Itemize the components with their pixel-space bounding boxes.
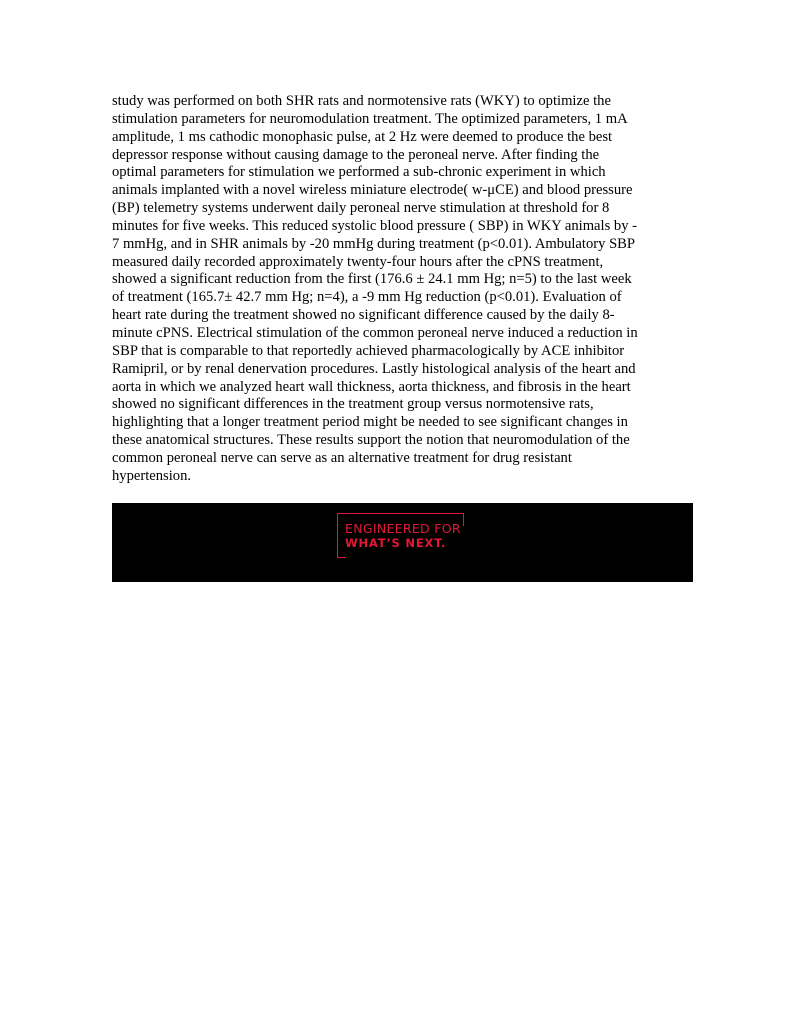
paragraph-line: showed no significant differences in the treatment group versus normotensive rats, [112,396,594,413]
paragraph-line: Ramipril, or by renal denervation procedures. Lastly histological analysis of the heart and [112,360,636,377]
paragraph-line: these anatomical structures. These results support the notion that neuromodulation of the [112,432,630,449]
logo-text-line1: ENGINEERED FOR [345,521,461,536]
paragraph-line: SBP that is comparable to that reportedly achieved pharmacologically by ACE inhibitor [112,342,625,359]
paragraph-line: amplitude, 1 ms cathodic monophasic pulse, at 2 Hz were deemed to produce the best [112,128,613,145]
paragraph-line: optimal parameters for stimulation we performed a sub-chronic experiment in which [112,164,606,181]
paragraph-line: (BP) telemetry systems underwent daily peroneal nerve stimulation at threshold for 8 [112,200,610,217]
paragraph-line: measured daily recorded approximately twenty-four hours after the cPNS treatment, [112,253,604,270]
paragraph-line: aorta in which we analyzed heart wall thickness, aorta thickness, and fibrosis in the heart [112,378,631,395]
paragraph-line: highlighting that a longer treatment period might be needed to see significant changes in [112,414,628,431]
paragraph-line: heart rate during the treatment showed no significant difference caused by the daily 8- [112,307,615,324]
paragraph-line: animals implanted with a novel wireless miniature electrode( w-μCE) and blood pressure [112,182,633,199]
paragraph-line: depressor response without causing damage to the peroneal nerve. After finding the [112,146,600,163]
paragraph-line: stimulation parameters for neuromodulation treatment. The optimized parameters, 1 mA [112,110,628,127]
paragraph-line: showed a significant reduction from the first (176.6 ± 24.1 mm Hg; n=5) to the last week [112,271,632,288]
paragraph-line: minutes for five weeks. This reduced systolic blood pressure ( SBP) in WKY animals by - [112,217,638,234]
paragraph-line: study was performed on both SHR rats and normotensive rats (WKY) to optimize the [112,93,611,109]
paragraph-line: common peroneal nerve can serve as an alternative treatment for drug resistant [112,449,572,466]
paragraph-line: of treatment (165.7± 42.7 mm Hg; n=4), a -9 mm Hg reduction (p<0.01). Evaluation of [112,289,622,306]
logo-text-line2: WHAT’S NEXT. [345,536,447,550]
footer-banner [112,503,693,582]
paragraph-line: 7 mmHg, and in SHR animals by -20 mmHg during treatment (p<0.01). Ambulatory SBP [112,235,636,252]
abstract-paragraph [112,93,684,486]
paragraph-line: hypertension. [112,467,192,484]
banner-logo [337,513,469,559]
paragraph-line: minute cPNS. Electrical stimulation of the common peroneal nerve induced a reduction in [112,324,638,341]
